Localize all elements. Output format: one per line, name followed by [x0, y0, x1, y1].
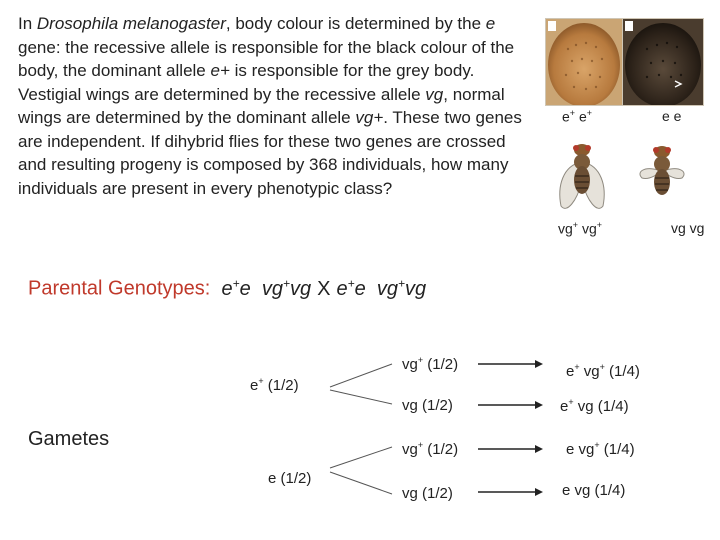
gamete-combo-eplus-vg: e+ vg (1/4) [560, 397, 629, 415]
label-normal-wings: vg+ vg+ [558, 220, 603, 237]
gamete-combo-eplus-vgplus: e+ vg+ (1/4) [566, 362, 640, 380]
allele-name: vg+ [355, 108, 384, 127]
species-name: Drosophila melanogaster [36, 14, 226, 33]
gametes-title: Gametes [28, 428, 110, 450]
question-part: , normal wings are determined by the dominant allele [18, 84, 505, 127]
gamete-vg-plus-1: vg+ (1/2) [402, 355, 459, 373]
parental-genotype: e+e vg+vg X e+e vg+vg [215, 276, 427, 300]
gamete-vg-1: vg (1/2) [402, 397, 453, 414]
allele-name: vg [425, 84, 444, 104]
label-black-body: e e [662, 108, 682, 124]
question-part: In [18, 14, 37, 33]
question-part: is responsible for the grey body. Vestigial wings are determined by the recessive allele [18, 61, 475, 104]
gamete-combo-e-vgplus: e vg+ (1/4) [566, 440, 635, 458]
gamete-vg-2: vg (1/2) [402, 485, 453, 502]
label-vestigial-wings: vg vg [671, 220, 705, 236]
gamete-e: e (1/2) [268, 470, 312, 487]
parental-title: Parental Genotypes: [28, 277, 211, 300]
allele-name: e+ [210, 61, 230, 80]
gamete-e-plus: e+ (1/2) [250, 376, 299, 394]
question-part: gene: the recessive allele is responsible for the black colour of the body, the dominant allele [18, 37, 515, 80]
gene-name: e [485, 14, 496, 33]
gamete-vg-plus-2: vg+ (1/2) [402, 440, 459, 458]
label-grey-body: e+ e+ [562, 108, 593, 125]
gamete-combo-e-vg: e vg (1/4) [562, 482, 626, 499]
question-part: , body colour is determined by the [225, 14, 486, 33]
question-part: . These two genes are independent. If dihybrid flies for these two genes are crossed and resulting progeny is composed by 368 individuals, how many individuals are present in every phenotypic class? [18, 108, 522, 198]
